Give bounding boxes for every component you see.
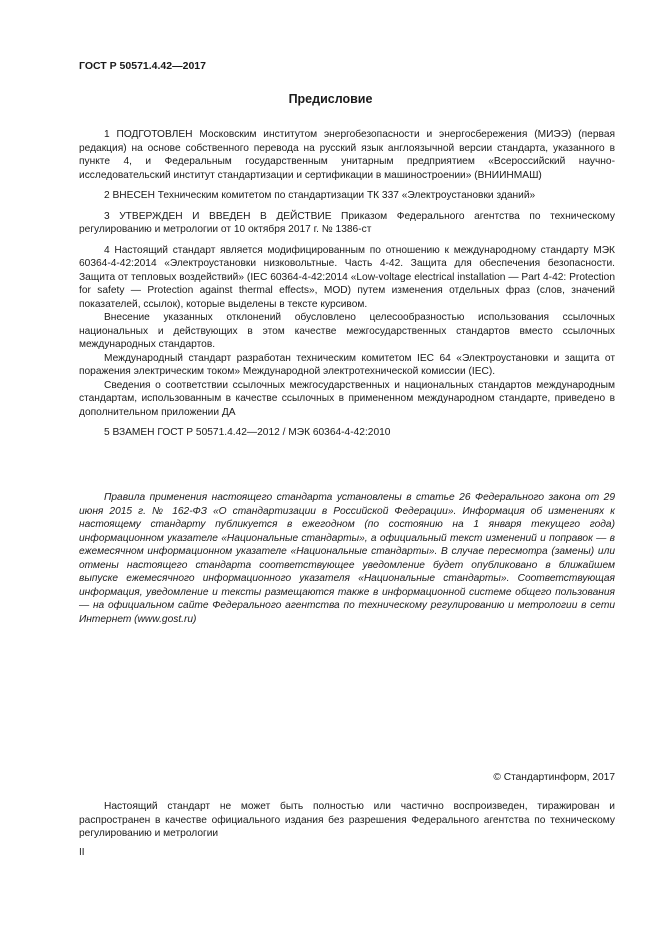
- page-number: II: [79, 847, 85, 858]
- foreword-item-4-paragraph-4: Сведения о соответствии ссылочных межгосударственных и национальных стандартов международным стандартам, использованным в качестве ссылочных в примененном международном стандарте, приведено в дополнительном приложении ДА: [79, 379, 615, 418]
- reproduction-notice: [79, 800, 615, 841]
- page-title: Предисловие: [288, 92, 373, 106]
- foreword-item-3: 3 УТВЕРЖДЕН И ВВЕДЕН В ДЕЙСТВИЕ Приказом Федерального агентства по техническому регулированию и метрологии от 10 октября 2017 г. № 1386-ст: [79, 210, 615, 235]
- foreword-item-5: 5 ВЗАМЕН ГОСТ Р 50571.4.42—2012 / МЭК 60364-4-42:2010: [104, 427, 391, 438]
- reproduction-text: Настоящий стандарт не может быть полностью или частично воспроизведен, тиражирован и распространен в качестве официального издания без разрешения Федерального агентства по техническому регулированию и метрологии: [79, 801, 615, 839]
- copyright-line: © Стандартинформ, 2017: [493, 772, 615, 783]
- standard-code-header: ГОСТ Р 50571.4.42—2017: [79, 60, 206, 72]
- notice-text: Правила применения настоящего стандарта установлены в статье 26 Федерального закона от 29 июня 2015 г. № 162-ФЗ «О стандартизации в Российской Федерации». Информация об изменениях к настоящему стандарту публикуется в ежегодном (по состоянию на 1 января текущего года) информационном указателе «Национальные стандарты», а официальный текст изменений и поправок — в ежемесячном информационном указателе «Национальные стандарты». В случае пересмотра (замены) или отмены настоящего стандарта соответствующее уведомление будет опубликовано в ближайшем выпуске ежемесячного информационного указателя «Национальные стандарты». Соответствующая информация, уведомление и тексты размещаются также в информационной системе общего пользования — на официальном сайте Федерального агентства по техническому регулированию и метрологии в сети Интернет (www.gost.ru): [79, 492, 615, 625]
- application-rules-notice: [79, 491, 615, 626]
- foreword-body: [79, 128, 615, 440]
- foreword-item-1: 1 ПОДГОТОВЛЕН Московским институтом энергобезопасности и энергосбережения (МИЭЭ) (первая редакция) на основе собственного перевода на русский язык англоязычной версии стандарта, указанного в пункте 4, и Федеральным государственным унитарным предприятием «Всероссийский научно-исследовательский институт стандартизации и сертификации в машиностроении» (ВНИИНМАШ): [79, 129, 615, 181]
- foreword-item-4-paragraph-1: 4 Настоящий стандарт является модифицированным по отношению к международному стандарту МЭК 60364-4-42:2014 «Электроустановки низковольтные. Часть 4-42. Защита для обеспечения безопасности. Защита от тепловых воздействий» (IEC 60364-4-42:2014 «Low-voltage electrical installation — Part 4-42: Protection for safety — Protection against thermal effects», MOD) путем изменения отдельных фраз (слов, значений показателей, ссылок), которые выделены в тексте курсивом.: [79, 244, 615, 310]
- foreword-item-4-paragraph-2: Внесение указанных отклонений обусловлено целесообразностью использования ссылочных национальных и действующих в этом качестве межгосударственных стандартов вместо ссылочных международных стандартов.: [79, 312, 615, 350]
- foreword-item-2: 2 ВНЕСЕН Техническим комитетом по стандартизации ТК 337 «Электроустановки зданий»: [104, 190, 536, 201]
- foreword-item-4-paragraph-3: Международный стандарт разработан техническим комитетом IEC 64 «Электроустановки и защита от поражения электрическим током» Международной электротехнической комиссии (IEC).: [79, 352, 615, 377]
